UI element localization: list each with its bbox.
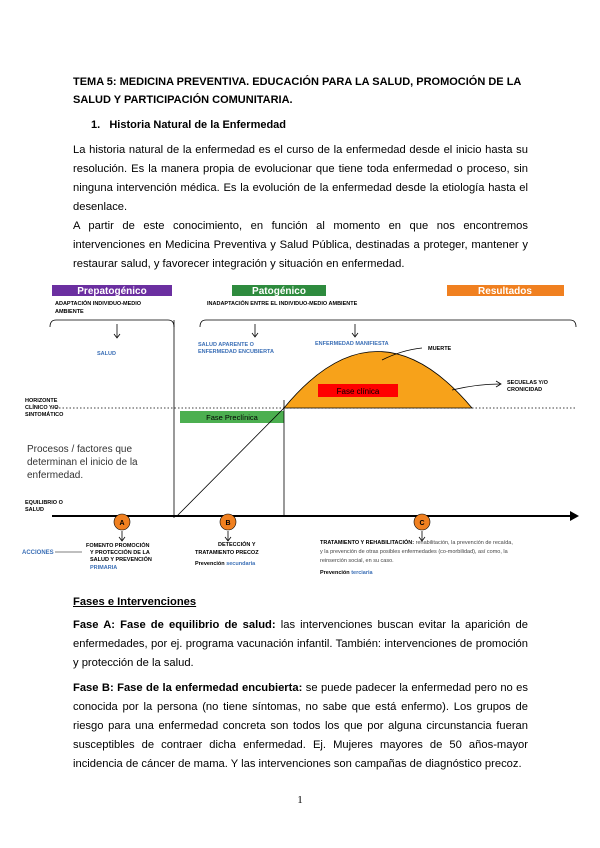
acciones-label: ACCIONES [22, 550, 54, 556]
down-arrows [114, 324, 358, 338]
primaria-label: PRIMARIA [90, 565, 118, 571]
paragraph-fase-b [73, 679, 528, 774]
salud-aparente-line2: ENFERMEDAD ENCUBIERTA [198, 349, 274, 355]
salud-aparente-line1: SALUD APARENTE O [198, 342, 254, 348]
fase-preclinica-label: Fase Preclínica [206, 413, 258, 422]
marker-b-label: B [225, 520, 231, 527]
salud-label: SALUD [97, 351, 116, 357]
fase-a-label: Fase A: Fase de equilibrio de salud: [73, 619, 276, 631]
marker-b [220, 514, 236, 530]
section-heading-text: Historia Natural de la Enfermedad [109, 119, 287, 131]
fase-a-text: las intervenciones buscan evitar la aparición de enfermedades, por ej. programa vacunación infantil. También: intervenciones de promoción y protección de la salud. [73, 619, 528, 669]
adaptacion-line2: AMBIENTE [55, 309, 84, 315]
enfermedad-manifiesta-label: ENFERMEDAD MANIFIESTA [315, 341, 389, 347]
tratamiento-line1 [320, 538, 513, 546]
progression-line [177, 408, 284, 516]
fomento-line1: FOMENTO PROMOCIÓN [86, 543, 150, 549]
prevencion-c-label: Prevención [320, 570, 350, 576]
marker-c [414, 514, 430, 530]
tratamiento-text-2: y la prevención de otras posibles enfermedades (co-morbilidad), así como, la [320, 549, 508, 555]
horizonte-line1: HORIZONTE [25, 398, 58, 404]
section-heading [91, 116, 546, 135]
prevencion-c [320, 570, 374, 576]
horizonte-line3: SINTOMÁTICO [25, 412, 64, 418]
paragraph-historia: La historia natural de la enfermedad es el curso de la enfermedad desde el inicio hasta su resolución. Es la manera propia de evolucionar que tiene toda enfermedad o proceso, sin ninguna intervención médica. Es la evolución de la enfermedad desde la etiología hasta el desenlace. [73, 144, 528, 213]
natural-history-diagram [22, 280, 590, 582]
marker-c-label: C [419, 520, 425, 527]
procesos-line2: determinan el inicio de la [27, 457, 138, 468]
patogenico-bracket [200, 320, 576, 327]
marker-a-label: A [119, 520, 125, 527]
horizonte-line2: CLÍNICO Y/O [25, 405, 59, 411]
paragraph-conocimiento: A partir de este conocimiento, en función al momento en que nos encontremos intervenciones en Medicina Preventiva y Salud Pública, destinadas a proteger, mantener y restaurar salud, y favorecer integración y situación en enfermedad. [73, 220, 528, 270]
deteccion-line2: TRATAMIENTO PRECOZ [195, 550, 259, 556]
prepatogenico-bracket [50, 320, 174, 327]
resultados-label: Resultados [478, 286, 532, 297]
prevencion-b [195, 561, 256, 567]
equilibrio-line1: EQUILIBRIO O [25, 500, 63, 506]
equilibrio-line2: SALUD [25, 507, 44, 513]
secuelas-line1: SECUELAS Y/O [507, 380, 548, 386]
fase-b-label: Fase B: Fase de la enfermedad encubierta: [73, 682, 303, 694]
fomento-line2: Y PROTECCIÓN DE LA [90, 550, 150, 556]
fomento-line3: SALUD Y PREVENCIÓN [90, 557, 152, 563]
secuelas-line2: CRONICIDAD [507, 387, 543, 393]
prevencion-b-type: secundaria [226, 561, 256, 567]
fase-clinica-label: Fase clínica [336, 387, 380, 396]
adaptacion-line1: ADAPTACIÓN INDIVIDUO-MEDIO [55, 301, 142, 307]
tratamiento-bold: TRATAMIENTO Y REHABILITACIÓN: [320, 540, 415, 546]
time-axis-arrowhead [570, 511, 579, 521]
deteccion-line1: DETECCIÓN Y [218, 542, 256, 548]
procesos-line3: enfermedad. [27, 470, 84, 481]
muerte-label: MUERTE [428, 346, 452, 352]
page-number: 1 [297, 794, 303, 806]
tratamiento-text-1: rehabilitación, la prevención de recaída, [414, 540, 513, 546]
document-title: TEMA 5: MEDICINA PREVENTIVA. EDUCACIÓN PARA LA SALUD, PROMOCIÓN DE LA SALUD Y PARTICIPACIÓN COMUNITARIA. [73, 76, 521, 106]
disease-curve [284, 352, 472, 409]
section-number: 1. [91, 119, 101, 131]
paragraph-fase-a [73, 616, 528, 673]
fase-b-text: se puede padecer la enfermedad pero no es conocida por la persona (no tiene síntomas, no sabe que está enfermo). Los grupos de riesgo para una enfermedad concreta son todos los que por alguna circunstancia fueran susceptibles de contraer dicha enfermedad. Ej. Mujeres mayores de 50 años-mayor incidencia de cáncer de mama. Y las intervenciones son campañas de diagnóstico precoz. [73, 682, 528, 770]
fases-heading: Fases e Intervenciones [73, 596, 197, 608]
inadaptacion-label: INADAPTACIÓN ENTRE EL INDIVIDUO-MEDIO AMBIENTE [207, 301, 358, 307]
secuelas-arrow [452, 384, 500, 390]
tratamiento-text-3: reinserción social, en su caso. [320, 558, 394, 564]
patogenico-label: Patogénico [252, 286, 306, 297]
marker-a [114, 514, 130, 530]
prevencion-b-label: Prevención [195, 561, 225, 567]
prepatogenico-label: Prepatogénico [77, 286, 147, 297]
prevencion-c-type: terciaria [351, 570, 373, 576]
procesos-line1: Procesos / factores que [27, 444, 133, 455]
